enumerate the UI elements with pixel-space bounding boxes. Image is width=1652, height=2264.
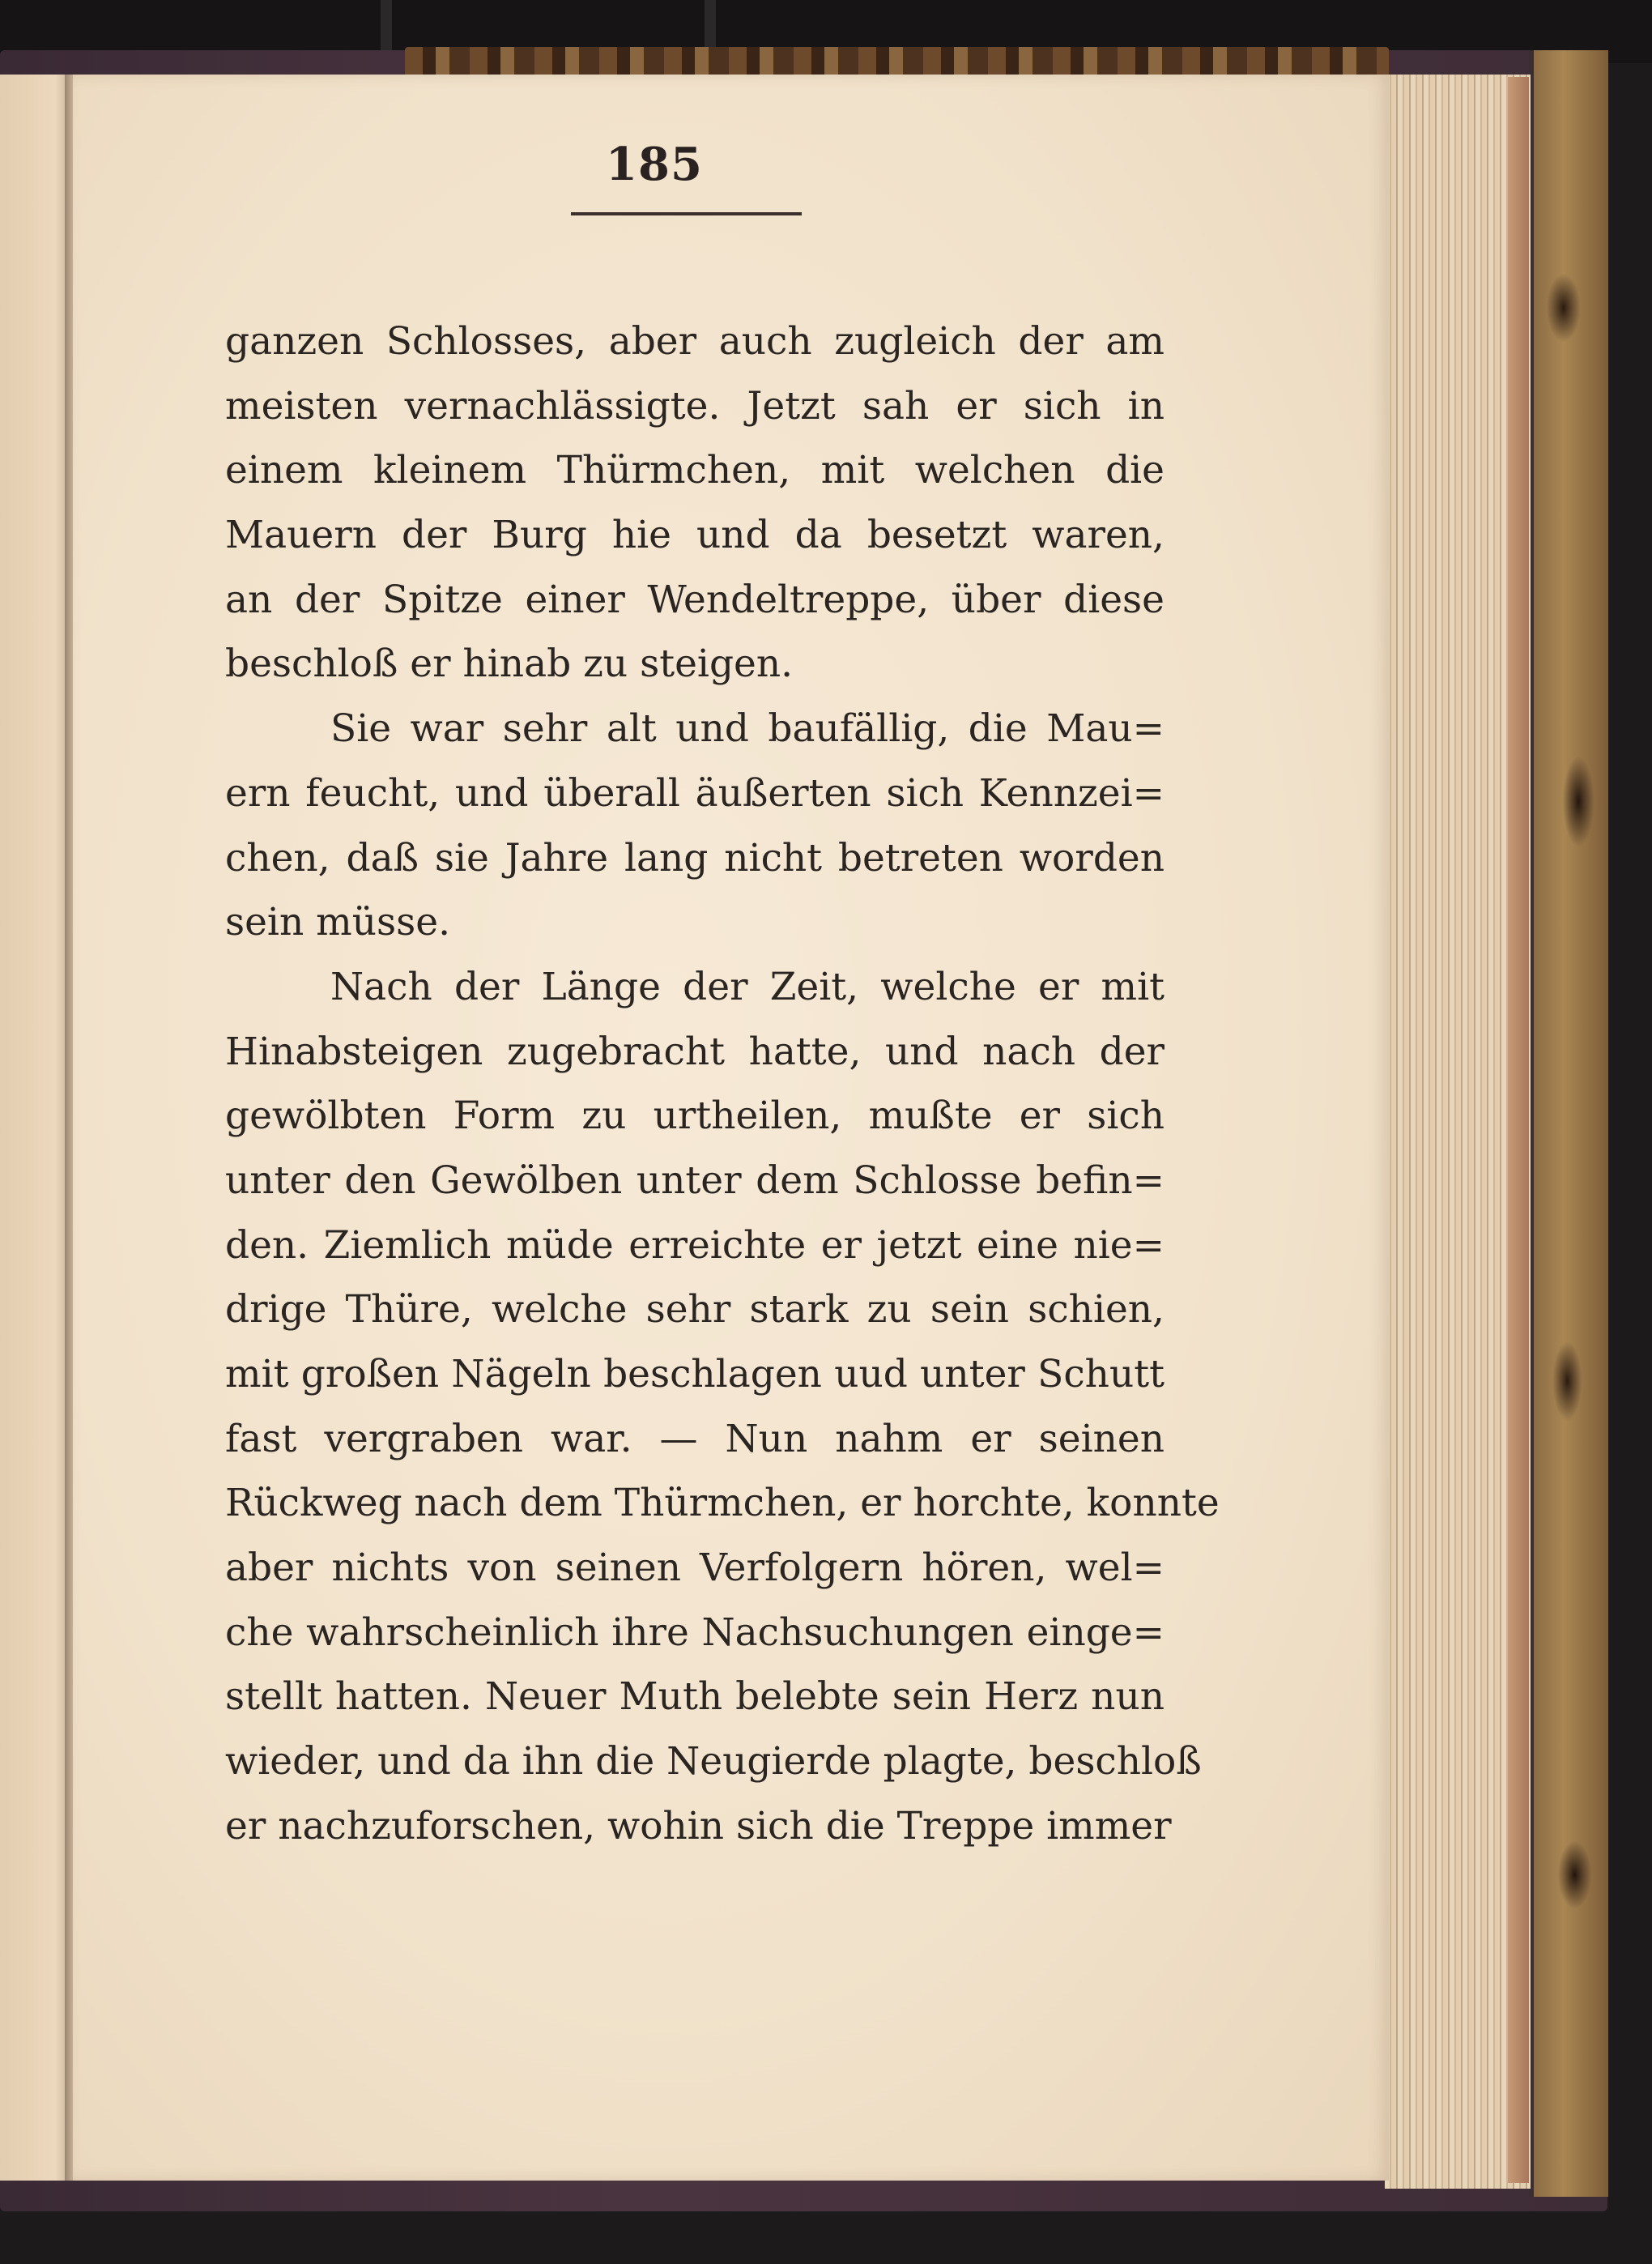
text-line: ern feucht, und überall äußerten sich Kennzei= — [225, 770, 1164, 816]
text-line: ganzen Schlosses, aber auch zugleich der am — [225, 319, 1164, 364]
text-line: fast vergraben war. — Nun nahm er seinen — [225, 1416, 1164, 1461]
text-line: er nachzuforschen, wohin sich die Treppe immer — [225, 1803, 1172, 1848]
text-line: gewölbten Form zu urtheilen, mußte er sich — [225, 1094, 1164, 1139]
page-number: 185 — [606, 138, 703, 191]
text-line: unter den Gewölben unter dem Schlosse befin= — [225, 1158, 1164, 1203]
header-rule — [571, 212, 802, 215]
text-line: stellt hatten. Neuer Muth belebte sein Herz nun — [225, 1674, 1164, 1720]
text-line: den. Ziemlich müde erreichte er jetzt eine nie= — [225, 1222, 1164, 1268]
text-line: mit großen Nägeln beschlagen uud unter Schutt — [225, 1352, 1164, 1396]
text-line: Sie war sehr alt und baufällig, die Mau= — [330, 706, 1164, 752]
text-line: Mauern der Burg hie und da besetzt waren, — [225, 513, 1164, 558]
page-text — [225, 309, 1220, 1859]
previous-page-sliver — [0, 75, 70, 2181]
text-line: chen, daß sie Jahre lang nicht betreten worden — [225, 835, 1164, 880]
text-line: drige Thüre, welche sehr stark zu sein schien, — [225, 1287, 1164, 1332]
text-line: che wahrscheinlich ihre Nachsuchungen einge= — [225, 1610, 1164, 1655]
text-line: beschloß er hinab zu steigen. — [225, 642, 794, 687]
text-line: wieder, und da ihn die Neugierde plagte, beschloß — [225, 1739, 1202, 1784]
text-line: Hinabsteigen zugebracht hatte, und nach der — [225, 1029, 1164, 1074]
text-line: aber nichts von seinen Verfolgern hören, wel= — [225, 1546, 1164, 1591]
text-line: an der Spitze einer Wendeltreppe, über diese — [225, 577, 1164, 622]
book-cover-right-edge — [1529, 50, 1608, 2197]
text-line: Rückweg nach dem Thürmchen, er horchte, konnte — [225, 1481, 1220, 1526]
text-line: Nach der Länge der Zeit, welche er mit — [330, 964, 1164, 1009]
text-line: meisten vernachlässigte. Jetzt sah er sich in — [225, 383, 1164, 428]
text-line: sein müsse. — [225, 900, 451, 945]
page-edges-red — [1508, 77, 1529, 2183]
text-line: einem kleinem Thürmchen, mit welchen die — [225, 448, 1164, 493]
